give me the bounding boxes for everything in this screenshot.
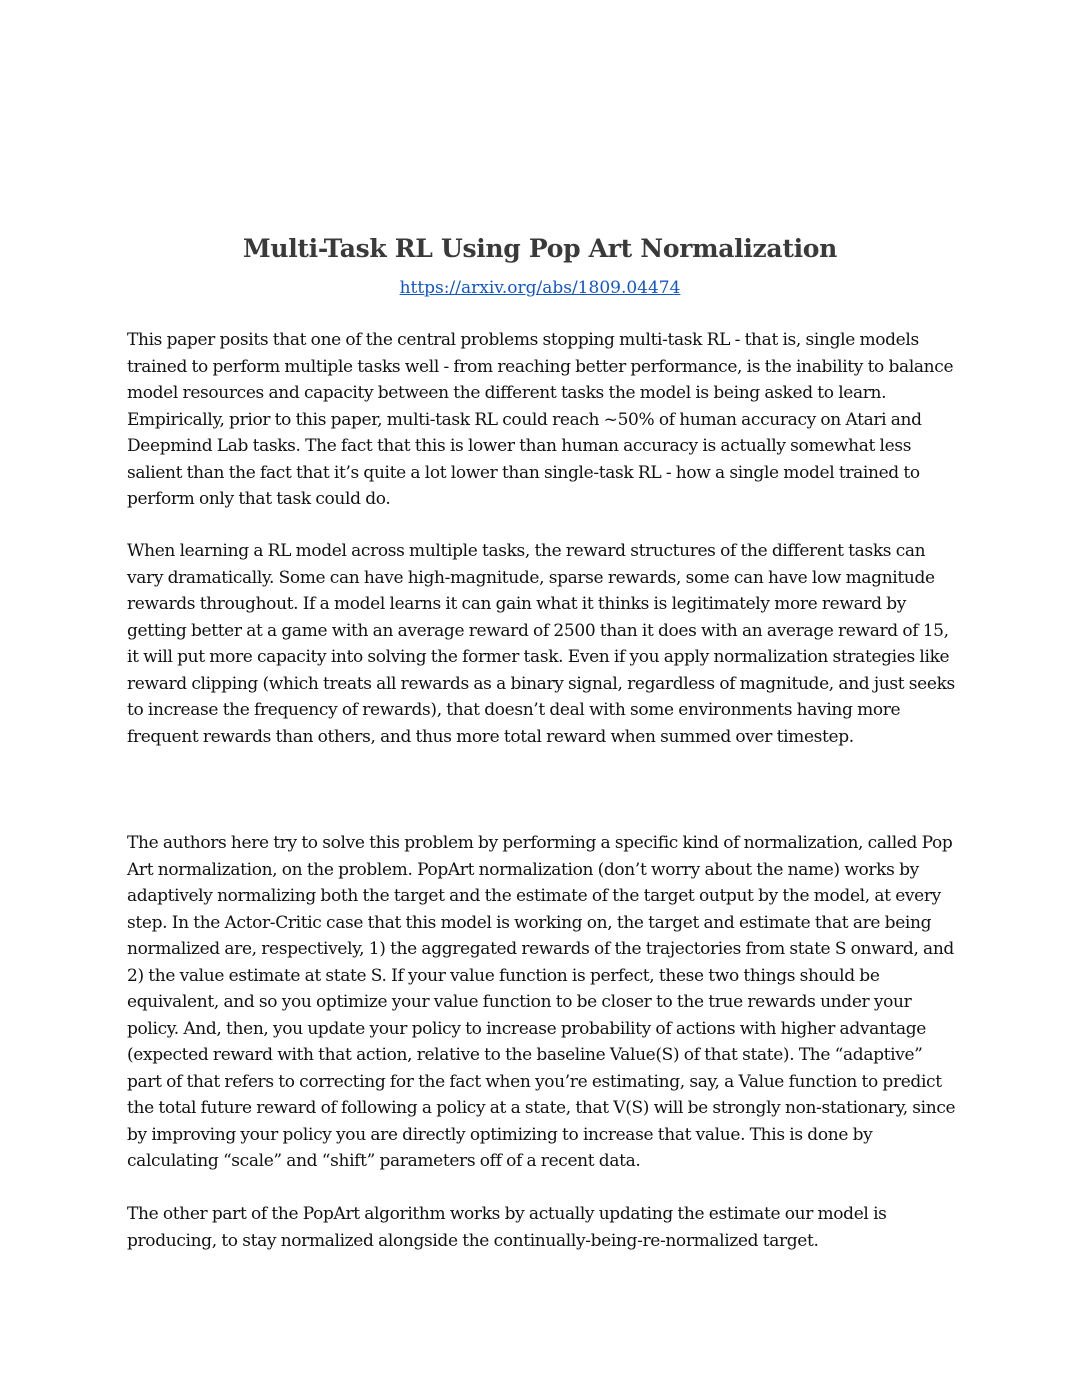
body-paragraph-2: When learning a RL model across multiple tasks, the reward structures of the different tasks can vary dramatically. Some can have high-magnitude, sparse rewards, some can have low magnitude rewards throughout. If a model learns it can gain what it thinks is legitimately more reward by getting better at a game with an average reward of 2500 than it does with an average reward of 15, it will put more capacity into solving the former task. Even if you apply normalization strategies like reward clipping (which treats all rewards as a binary signal, regardless of magnitude, and just seeks to increase the frequency of rewards), that doesn’t deal with some environments having more frequent rewards than others, and thus more total reward when summed over timestep. (127, 541, 955, 747)
body-paragraph-1: This paper posits that one of the central problems stopping multi-task RL - that is, single models trained to perform multiple tasks well - from reaching better performance, is the inability to balance model resources and capacity between the different tasks the model is being asked to learn. Empirically, prior to this paper, multi-task RL could reach ~50% of human accuracy on Atari and Deepmind Lab tasks. The fact that this is lower than human accuracy is actually somewhat less salient than the fact that it’s quite a lot lower than single-task RL - how a single model trained to perform only that task could do. (127, 330, 954, 509)
body-paragraph-4: The other part of the PopArt algorithm works by actually updating the estimate our model is producing, to stay normalized alongside the continually-being-re-normalized target. (127, 1204, 887, 1251)
paper-link-container (0, 276, 1080, 300)
body-paragraph-3: The authors here try to solve this problem by performing a specific kind of normalization, called Pop Art normalization, on the problem. PopArt normalization (don’t worry about the name) works by adaptively normalizing both the target and the estimate of the target output by the model, at every step. In the Actor-Critic case that this model is working on, the target and estimate that are being normalized are, respectively, 1) the aggregated rewards of the trajectories from state S onward, and 2) the value estimate at state S. If your value function is perfect, these two things should be equivalent, and so you optimize your value function to be closer to the true rewards under your policy. And, then, you update your policy to increase probability of actions with higher advantage (expected reward with that action, relative to the baseline Value(S) of that state). The “adaptive” part of that refers to correcting for the fact when you’re estimating, say, a Value function to predict the total future reward of following a policy at a state, that V(S) will be strongly non-stationary, since by improving your policy you are directly optimizing to increase that value. This is done by calculating “scale” and “shift” parameters off of a recent data. (127, 833, 956, 1171)
arxiv-paper-link[interactable]: https://arxiv.org/abs/1809.04474 (399, 278, 681, 298)
document-title: Multi-Task RL Using Pop Art Normalization (242, 234, 838, 263)
